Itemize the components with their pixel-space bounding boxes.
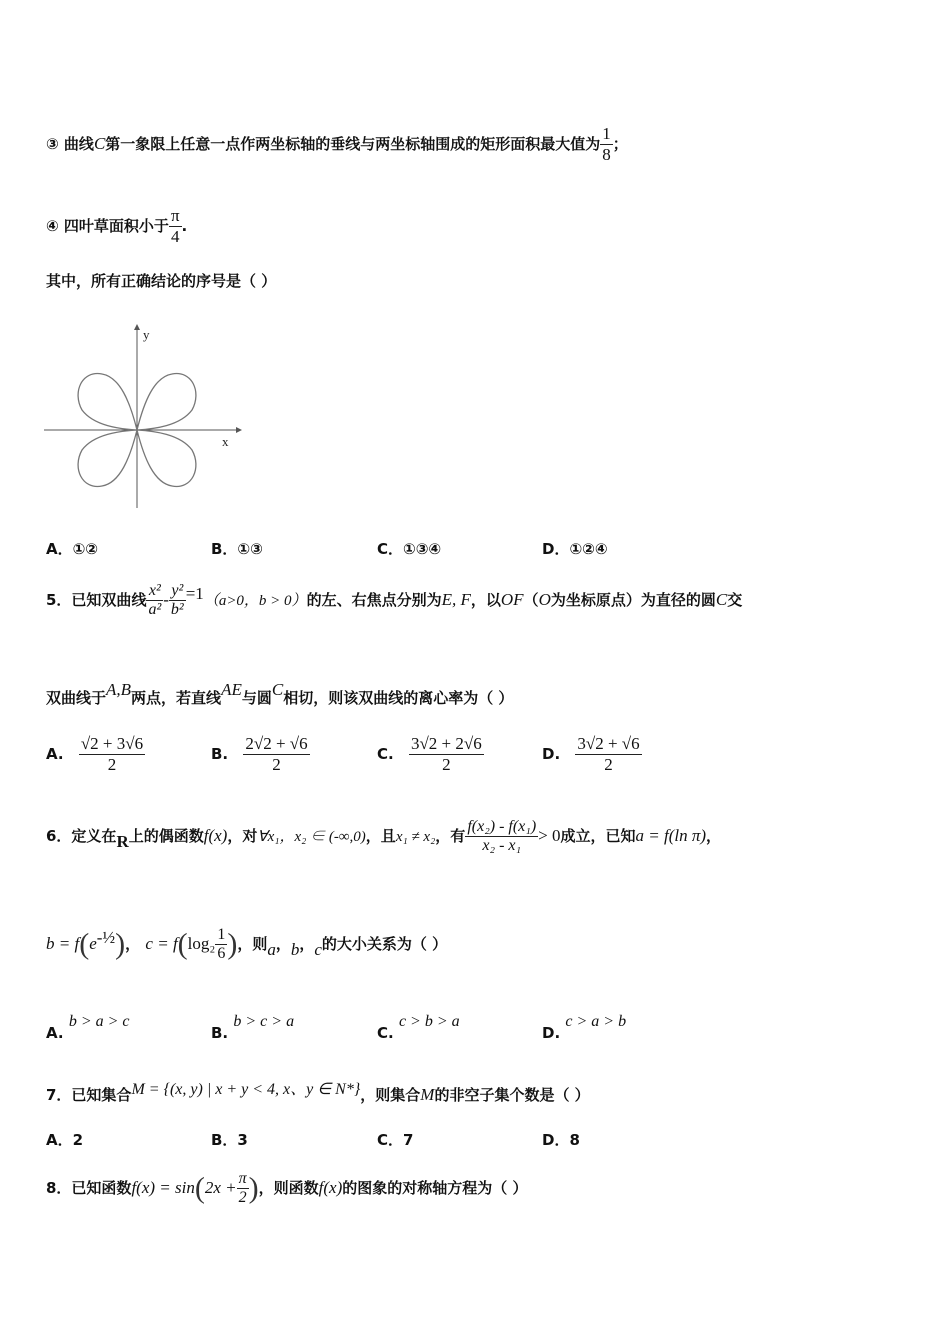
- question-6-line1: 6．定义在R上的偶函数f(x)，对∀x₁，x₂ ∈ (-∞,0)，且x₁ ≠ x₂，有 $\frac{\text{f(x₂) - f(x₁)}}{\text{x₂ - x₁}}$ > 0成立，已知a = f(ln π)，: [46, 818, 722, 854]
- difference-quotient: $\frac{\text{f(x₂) - f(x₁)}}{\text{x₂ - x₁}}$: [467, 818, 537, 854]
- leaf-lower-left: [78, 430, 137, 486]
- item-4: ④ 四叶草面积小于 $\frac{\pi}{4}$ .: [46, 206, 188, 246]
- option-c[interactable]: C．①③④: [377, 540, 442, 558]
- one-sixth-fraction: $\frac{1}{6}$: [217, 926, 226, 962]
- pi-over-2-fraction: $\frac{\pi}{2}$: [238, 1170, 247, 1206]
- leaf-upper-right: [137, 374, 196, 430]
- q6-option-c[interactable]: C. c > b > a: [377, 1013, 460, 1042]
- leaf-upper-left: [78, 374, 137, 430]
- q6-option-b[interactable]: B. b > c > a: [211, 1013, 295, 1042]
- four-leaf-clover-graph: [44, 322, 244, 512]
- option-d[interactable]: D．①②④: [542, 540, 608, 558]
- q7-option-c[interactable]: C．7: [377, 1131, 414, 1149]
- question-stem: 其中，所有正确结论的序号是（ ）: [46, 272, 277, 290]
- x-axis-arrow: [236, 427, 242, 433]
- question-8: 8．已知函数f(x) = sin(2x + $\frac{\pi}{2}$ )，则函数f(x)的图象的对称轴方程为（ ）: [46, 1170, 528, 1206]
- q5-option-a-fraction: $\frac{√2 + 3√6}{2}$: [80, 734, 144, 774]
- q5-option-c[interactable]: C. $\frac{3√2 + 2√6}{2}$: [377, 734, 482, 774]
- q7-option-b[interactable]: B．3: [211, 1131, 248, 1149]
- question-5-line2: 双曲线于A,B两点，若直线AE与圆C相切，则该双曲线的离心率为（ ）: [46, 680, 514, 707]
- item-3: ③ 曲线C第一象限上任意一点作两坐标轴的垂线与两坐标轴围成的矩形面积最大值为 $\frac{1}{8}$ ；: [46, 124, 628, 164]
- leaf-lower-right: [137, 430, 196, 486]
- q5-option-d[interactable]: D. $\frac{3√2 + √6}{2}$: [542, 734, 640, 774]
- fraction-pi-over-4: $\frac{\pi}{4}$: [170, 206, 180, 246]
- hyperbola-x-term: $\frac{\text{x²}}{\text{a²}}$: [148, 582, 162, 618]
- q6-option-a[interactable]: A. b > a > c: [46, 1013, 130, 1042]
- q5-option-b[interactable]: B. $\frac{2√2 + √6}{2}$: [211, 734, 308, 774]
- x-axis-label: x: [222, 434, 229, 449]
- hyperbola-y-term: $\frac{\text{y²}}{\text{b²}}$: [170, 582, 184, 618]
- q7-option-d[interactable]: D．8: [542, 1131, 580, 1149]
- q5-option-b-fraction: $\frac{2√2 + √6}{2}$: [245, 734, 308, 774]
- fraction-one-eighth: $\frac{1}{8}$: [602, 124, 611, 164]
- q5-option-a[interactable]: A. $\frac{√2 + 3√6}{2}$: [46, 734, 144, 774]
- question-5-line1: 5．已知双曲线 $\frac{\text{x²}}{\text{a²}}$ - $\frac{\text{y²}}{\text{b²}}$ =1（a>0，b > 0）的左、右焦点分别为E, F，以OF（O为坐标原点）为直径的圆C交: [46, 582, 743, 618]
- option-b[interactable]: B．①③: [211, 540, 263, 558]
- question-6-line2: $b = f(e^{-\frac{1}{2}})$， c = f(log₂ $\frac{1}{6}$ )，则a，b，c的大小关系为（ ）: [46, 926, 448, 962]
- question-7: 7．已知集合M = {(x, y) | x + y < 4, x、y ∈ N*}，则集合M的非空子集个数是（ ）: [46, 1081, 590, 1104]
- option-a[interactable]: A．①②: [46, 540, 99, 558]
- q5-option-d-fraction: $\frac{3√2 + √6}{2}$: [577, 734, 640, 774]
- y-axis-label: y: [143, 327, 150, 342]
- y-axis-arrow: [134, 324, 140, 330]
- q5-option-c-fraction: $\frac{3√2 + 2√6}{2}$: [410, 734, 482, 774]
- q7-option-a[interactable]: A．2: [46, 1131, 84, 1149]
- q6-option-d[interactable]: D. c > a > b: [542, 1013, 627, 1042]
